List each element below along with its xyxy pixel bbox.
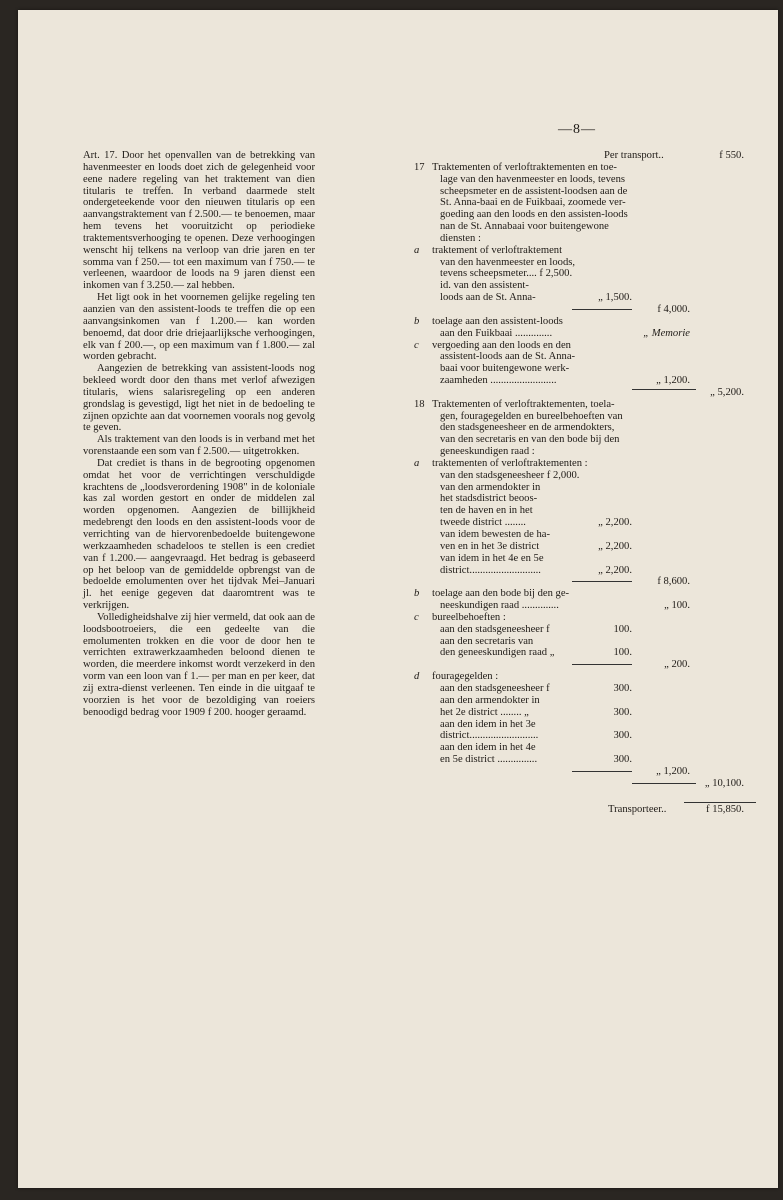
sub-amount: 100. — [613, 623, 632, 635]
table-row — [414, 754, 744, 766]
sub-text: assistent-loods aan de St. Anna- — [440, 351, 576, 363]
paragraph: Dat crediet is thans in de begrooting opgenomen omdat het voor de verrichtingen verschuldigde krachtens de „loodsverordening 1908" in de koloniale kas zal worden gestort en onder de middelen zal worden opgenomen. Aangezien de billijkheid medebrengt den loods en den assistent-loods voor de verrichting van de hiervorenbedoelde buitengewone werkzaamheden schadeloos te stellen is een crediet van f 1.200.— aangevraagd. Het bedrag is gebaseerd op het beloop van de gemiddelde opbrengst van de bedoelde emolumenten over het tijdvak Mei–Januari jl. het eenige gegeven dat daaromtrent was te verkrijgen. — [83, 457, 315, 612]
table-row — [414, 375, 744, 387]
table-row — [414, 387, 744, 399]
table-row — [414, 636, 744, 648]
table-row — [414, 695, 744, 707]
sub-text: van idem bewesten de ha- — [440, 529, 551, 540]
table-row — [414, 612, 744, 624]
item-text: nan de St. Annabaai voor buitengewone — [440, 221, 609, 233]
table-row — [414, 363, 744, 375]
sub-text: zaamheden ......................... — [440, 375, 557, 387]
total-rule — [684, 802, 756, 803]
sub-amount: „ 2,200. — [598, 540, 632, 552]
sub-text: en 5e district ............... — [440, 754, 538, 766]
sub-text: van den armendokter in — [440, 481, 541, 493]
budget-table — [414, 150, 744, 815]
sub-text: van den stadsgeneesheer f 2,000. — [440, 469, 580, 481]
sub-text: vergoeding aan den loods en den — [432, 339, 571, 351]
item-text: Traktementen of verloftraktementen, toela- — [432, 398, 615, 410]
table-row — [414, 328, 744, 340]
table-row — [414, 186, 744, 198]
item-text: gen, fouragegelden en bureelbehoeften van — [440, 410, 623, 422]
sub-text: aan den armendokter in — [440, 694, 540, 706]
paragraph: Het ligt ook in het voornemen gelijke regeling ten aanzien van den assistent-loods te treffen die op een aanvangsinkomen van f 1.200.— kan worden benoemd, dat door drie driejaarlijksche verhoogingen, elk van f 200.—, op een maximum van f 1.800.— zal worden gebracht. — [83, 292, 315, 363]
sub-total-amount: f 4,000. — [657, 303, 690, 315]
table-row — [414, 541, 744, 553]
item-text: den stadsgeneesheer en de armendokters, — [440, 422, 615, 434]
sub-text: id. van den assistent- — [440, 280, 529, 292]
sub-letter: b — [414, 315, 420, 327]
table-row — [414, 422, 744, 434]
paragraph: Als traktement van den loods is in verband met het vorenstaande een som van f 2.500.— uitgetrokken. — [83, 434, 315, 458]
table-row — [414, 624, 744, 636]
table-row — [414, 505, 744, 517]
sub-text: het 2e district ........ „ — [440, 706, 529, 718]
sub-text: fouragegelden : — [432, 671, 499, 683]
sub-text: toelage aan den bode bij den ge- — [432, 588, 570, 600]
table-row — [414, 209, 744, 221]
table-row — [414, 316, 744, 328]
sub-text: ven en in het 3e district — [440, 540, 540, 552]
table-row — [414, 458, 744, 470]
table-row — [414, 174, 744, 186]
explanatory-text-column — [83, 150, 315, 719]
sub-total-amount: „ 1,200. — [656, 765, 690, 777]
subtotal-rule — [572, 581, 632, 582]
table-row — [414, 245, 744, 257]
sub-text: district.......................... — [440, 730, 539, 742]
table-row — [414, 529, 744, 541]
item-text: scheepsmeter en de assistent-loodsen aan de — [440, 185, 628, 197]
paragraph: Aangezien de betrekking van assistent-loods nog bekleed wordt door den thans met verlof afwezigen titularis, wiens salarisregeling op een anderen grondslag is gevestigd, ligt het niet in de bedoeling te zijnen opzichte aan dat voornemen voorals nog gevolg te geven. — [83, 363, 315, 434]
sub-text: traktementen of verloftraktementen : — [432, 457, 588, 469]
sub-amount: „ 1,500. — [598, 292, 632, 304]
sub-text: aan den Fuikbaai .............. — [440, 327, 553, 339]
sub-text: aan den idem in het 4e — [440, 742, 536, 754]
item-text: lage van den havenmeester en loods, tevens — [440, 173, 626, 185]
sub-text: loods aan de St. Anna- — [440, 292, 536, 304]
paragraph: Volledigheidshalve zij hier vermeld, dat ook aan de loodsbootroeiers, die een gedeelte van die emolumenten trokken en die voor de door hen te verrichten extrawerkzaamheden beloond dienen te worden, die meerdere inkomst wordt verzekerd in den vorm van een loon van f 1.— per man en per keer, dat zij extra-dienst verleenen. Ten einde in die uitgaaf te voorzien is het voor de bezoldiging van roeiers benoodigd bedrag voor 1909 f 200. hooger geraamd. — [83, 611, 315, 718]
sub-letter: a — [414, 244, 420, 256]
sub-text: aan den idem in het 3e — [440, 718, 536, 730]
item-number: 17 — [414, 161, 425, 173]
table-row — [414, 671, 744, 683]
table-row — [414, 778, 744, 790]
paragraph: Art. 17. Door het openvallen van de betrekking van havenmeester en loods doet zich de gelegenheid voor eene nadere regeling van het traktement van dien titularis te treffen. In verband daarmede stelt ondergeteekende voor den nieuwen titularis op een aanvangstraktement van f 2.500.— te benoemen, maar hem tevens het vooruitzicht op periodieke traktementsverhooging te openen. Deze verhoogingen wenscht hij telkens na verloop van drie jaren en ter somma van f 250.— tot een maximum van f 750.— te verleenen, waardoor de loods na 9 jaren dienst een inkomen van f 3.250.— zal hebben. — [83, 150, 315, 292]
table-row — [414, 790, 744, 804]
table-row — [414, 742, 744, 754]
table-row — [414, 470, 744, 482]
item-total-amount: „ 10,100. — [704, 777, 744, 789]
sub-amount: 300. — [613, 730, 632, 742]
table-row — [414, 683, 744, 695]
table-row — [414, 268, 744, 280]
table-row — [414, 162, 744, 174]
table-row — [414, 150, 744, 162]
item-text: geneeskundigen raad : — [440, 446, 535, 458]
transporteer-amount: f 15,850. — [706, 803, 744, 815]
sub-text: toelage aan den assistent-loods — [432, 315, 563, 327]
sub-letter: a — [414, 457, 420, 469]
item-text: St. Anna-baai en de Fuikbaai, zoomede ver- — [440, 197, 626, 209]
table-row — [414, 517, 744, 529]
table-row — [414, 588, 744, 600]
sub-letter: b — [414, 588, 420, 600]
sub-text: traktement of verloftraktement — [432, 244, 563, 256]
sub-text: ten de haven en in het — [440, 505, 533, 517]
table-row — [414, 482, 744, 494]
subtotal-rule — [632, 783, 696, 784]
table-row — [414, 719, 744, 731]
table-row — [414, 399, 744, 411]
table-row — [414, 647, 744, 659]
table-row — [414, 446, 744, 458]
table-row — [414, 553, 744, 565]
table-row — [414, 257, 744, 269]
per-transport-label: Per transport.. — [604, 150, 664, 161]
sub-text: van den havenmeester en loods, — [440, 256, 576, 268]
table-row — [414, 576, 744, 588]
document-page — [18, 10, 778, 1188]
sub-amount: 300. — [613, 754, 632, 766]
sub-text: aan den stadsgeneesheer f — [440, 623, 550, 635]
sub-text: baai voor buitengewone werk- — [440, 363, 570, 375]
sub-amount: 100. — [613, 647, 632, 659]
per-transport-amount: f 550. — [719, 150, 744, 161]
subtotal-rule — [632, 389, 696, 390]
sub-text: aan den secretaris van — [440, 635, 534, 647]
table-row — [414, 233, 744, 245]
sub-total-amount: „ 1,200. — [656, 375, 690, 387]
item-number: 18 — [414, 398, 425, 410]
table-row — [414, 434, 744, 446]
table-row — [414, 221, 744, 233]
item-text: Traktementen of verloftraktementen en toe- — [432, 161, 617, 173]
sub-total-amount: f 8,600. — [657, 576, 690, 588]
sub-amount: „ 2,200. — [598, 564, 632, 576]
subtotal-rule — [572, 771, 632, 772]
sub-letter: d — [414, 671, 420, 683]
sub-text: aan den stadsgeneesheer f — [440, 682, 550, 694]
sub-text: het stadsdistrict beoos- — [440, 493, 538, 505]
sub-letter: c — [414, 339, 419, 351]
sub-text: den geneeskundigen raad „ — [440, 647, 555, 659]
table-row — [414, 565, 744, 577]
table-row — [414, 304, 744, 316]
item-text: van den secretaris en van den bode bij den — [440, 434, 620, 446]
sub-total-amount: „ 100. — [664, 600, 690, 612]
page-number: —8— — [558, 122, 596, 137]
sub-amount: 300. — [613, 682, 632, 694]
sub-text: tevens scheepsmeter.... f 2,500. — [440, 268, 573, 280]
table-row — [414, 351, 744, 363]
sub-text: district........................... — [440, 564, 541, 576]
table-row — [414, 804, 744, 816]
table-row — [414, 766, 744, 778]
sub-text: tweede district ........ — [440, 517, 526, 529]
table-row — [414, 659, 744, 671]
memorie-amount: „ Memorie — [643, 327, 690, 339]
table-row — [414, 411, 744, 423]
item-total-amount: „ 5,200. — [710, 386, 744, 398]
item-text: diensten : — [440, 232, 481, 244]
table-row — [414, 730, 744, 742]
table-row — [414, 493, 744, 505]
table-row — [414, 280, 744, 292]
sub-amount: „ 2,200. — [598, 517, 632, 529]
table-row — [414, 707, 744, 719]
sub-text: van idem in het 4e en 5e — [440, 552, 544, 564]
table-row — [414, 197, 744, 209]
sub-total-amount: „ 200. — [664, 659, 690, 671]
table-row — [414, 340, 744, 352]
table-row — [414, 600, 744, 612]
sub-amount: 300. — [613, 706, 632, 718]
sub-text: bureelbehoeften : — [432, 611, 506, 623]
sub-letter: c — [414, 611, 419, 623]
subtotal-rule — [572, 309, 632, 310]
sub-text: neeskundigen raad .............. — [440, 600, 559, 612]
item-text: goeding aan den loods en den assisten-loods — [440, 209, 628, 221]
transporteer-label: Transporteer.. — [608, 803, 667, 815]
table-row — [414, 292, 744, 304]
subtotal-rule — [572, 664, 632, 665]
